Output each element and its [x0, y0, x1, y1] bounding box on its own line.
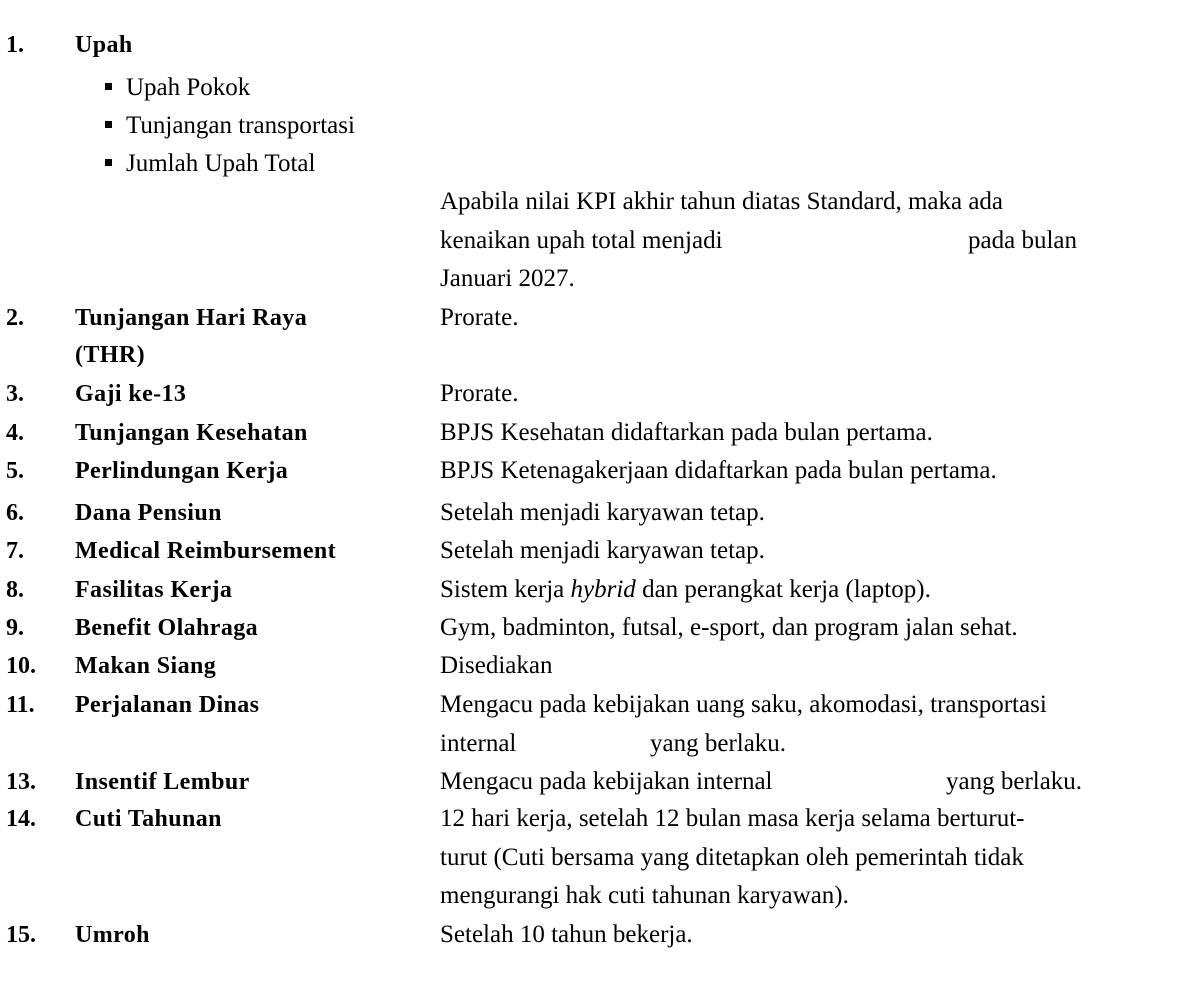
item-description: Setelah menjadi karyawan tetap. [440, 499, 765, 526]
item-number: 11. [6, 692, 35, 718]
item-description-line: pada bulan [968, 227, 1077, 254]
item-title-benefit-olahraga: Benefit Olahraga [75, 615, 259, 641]
item-description: Prorate. [440, 304, 519, 331]
item-title-thr-line2: (THR) [75, 342, 145, 368]
item-description-line: 12 hari kerja, setelah 12 bulan masa kerja selama berturut- [440, 805, 1025, 832]
item-title-fasilitas-kerja: Fasilitas Kerja [75, 577, 233, 603]
item-title-medical-reimbursement: Medical Reimbursement [75, 538, 337, 564]
bullet-label: Tunjangan transportasi [126, 112, 355, 139]
bullet-square-icon [105, 121, 112, 128]
item-title-umroh: Umroh [75, 922, 150, 948]
description-text: Sistem kerja [440, 576, 571, 603]
description-italic-text: hybrid [570, 576, 636, 603]
item-number: 2. [6, 305, 24, 331]
bullet-label: Jumlah Upah Total [126, 150, 316, 177]
item-number: 7. [6, 538, 24, 564]
bullet-item [105, 107, 355, 145]
item-description-line: yang berlaku. [650, 730, 787, 757]
item-description-line: Apabila nilai KPI akhir tahun diatas Standard, maka ada [440, 188, 1004, 215]
item-description-line: internal [440, 730, 517, 757]
bullet-square-icon [105, 83, 112, 90]
item-description [440, 571, 931, 609]
item-number: 13. [6, 769, 36, 795]
bullet-item [105, 69, 250, 107]
item-description: BPJS Ketenagakerjaan didaftarkan pada bulan pertama. [440, 457, 997, 484]
item-description-line: mengurangi hak cuti tahunan karyawan). [440, 882, 849, 909]
bullet-square-icon [105, 159, 112, 166]
item-number: 10. [6, 653, 36, 679]
bullet-label: Upah Pokok [126, 74, 251, 101]
item-title-perjalanan-dinas: Perjalanan Dinas [75, 692, 260, 718]
item-description: yang berlaku. [946, 768, 1083, 795]
item-title-tunjangan-kesehatan: Tunjangan Kesehatan [75, 420, 308, 446]
item-description: BPJS Kesehatan didaftarkan pada bulan pertama. [440, 419, 933, 446]
item-description: Setelah menjadi karyawan tetap. [440, 537, 765, 564]
item-number: 3. [6, 381, 24, 407]
item-title-perlindungan-kerja: Perlindungan Kerja [75, 458, 289, 484]
item-description-line: Mengacu pada kebijakan uang saku, akomodasi, transportasi [440, 691, 1047, 718]
item-description: Prorate. [440, 380, 519, 407]
item-description: Gym, badminton, futsal, e-sport, dan program jalan sehat. [440, 614, 1018, 641]
description-text: dan perangkat kerja (laptop). [635, 576, 931, 603]
item-description: Mengacu pada kebijakan internal [440, 768, 773, 795]
item-title-cuti-tahunan: Cuti Tahunan [75, 806, 222, 832]
item-title-gaji-13: Gaji ke-13 [75, 381, 187, 407]
item-number: 15. [6, 922, 36, 948]
item-description-line: kenaikan upah total menjadi [440, 227, 723, 254]
item-number: 1. [6, 32, 24, 58]
item-description: Disediakan [440, 652, 553, 679]
item-description: Setelah 10 tahun bekerja. [440, 921, 693, 948]
item-number: 8. [6, 577, 24, 603]
item-number: 14. [6, 806, 36, 832]
item-title-insentif-lembur: Insentif Lembur [75, 769, 250, 795]
item-title-upah: Upah [75, 32, 133, 58]
item-number: 4. [6, 420, 24, 446]
item-number: 5. [6, 458, 24, 484]
bullet-item [105, 145, 315, 183]
item-title-makan-siang: Makan Siang [75, 653, 217, 679]
item-title-thr: Tunjangan Hari Raya [75, 305, 308, 331]
item-number: 6. [6, 500, 24, 526]
item-description-line: turut (Cuti bersama yang ditetapkan oleh pemerintah tidak [440, 844, 1024, 871]
item-description-line: Januari 2027. [440, 265, 575, 292]
item-number: 9. [6, 615, 24, 641]
item-title-dana-pensiun: Dana Pensiun [75, 500, 222, 526]
